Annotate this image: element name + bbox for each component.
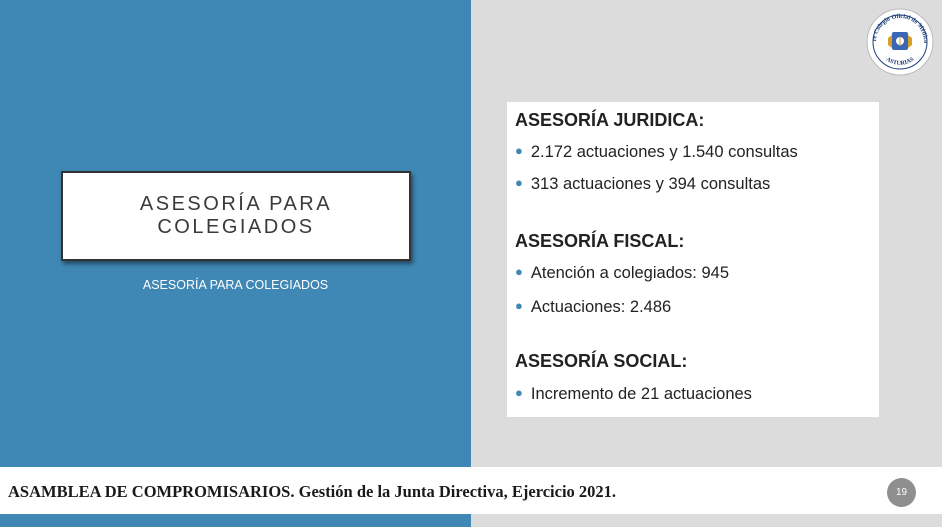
bottom-strip-left — [0, 514, 471, 527]
footer-text: ASAMBLEA DE COMPROMISARIOS. Gestión de la Junta Directiva, Ejercicio 2021. — [8, 482, 617, 501]
list-item — [515, 264, 729, 283]
list-item — [515, 385, 752, 404]
svg-text:ASTURIAS: ASTURIAS — [884, 56, 916, 67]
bullet-icon: ● — [515, 264, 523, 279]
list-item — [515, 143, 798, 162]
section-heading-social: ASESORÍA SOCIAL: — [515, 351, 688, 371]
svg-text:Ilustre Colegio Oficial de Méd: re Colegio Oficial de Médico — [870, 12, 930, 44]
section-heading-fiscal: ASESORÍA FISCAL: — [515, 231, 685, 251]
bullet-icon: ● — [515, 298, 523, 313]
slide-title-box — [61, 171, 411, 261]
content-box — [507, 102, 879, 417]
bullet-icon: ● — [515, 175, 523, 190]
bullet-icon: ● — [515, 385, 523, 400]
slide-title-line2: COLEGIADOS — [157, 216, 315, 238]
list-item — [515, 298, 671, 317]
bullet-icon: ● — [515, 143, 523, 158]
bottom-strip-right — [471, 514, 942, 527]
list-item-text: Actuaciones: 2.486 — [530, 298, 672, 316]
slide-title-line1: ASESORÍA PARA — [139, 193, 333, 215]
section-heading-juridica: ASESORÍA JURIDICA: — [515, 110, 705, 130]
list-item-text: 313 actuaciones y 394 consultas — [530, 175, 771, 193]
list-item-text: 2.172 actuaciones y 1.540 consultas — [530, 143, 798, 161]
page-number-badge: 19 — [887, 478, 916, 507]
college-seal-logo — [866, 8, 934, 76]
list-item-text: Atención a colegiados: 945 — [530, 264, 730, 282]
list-item — [515, 175, 770, 194]
slide-subtitle: ASESORÍA PARA COLEGIADOS — [142, 278, 329, 292]
list-item-text: Incremento de 21 actuaciones — [530, 385, 752, 403]
